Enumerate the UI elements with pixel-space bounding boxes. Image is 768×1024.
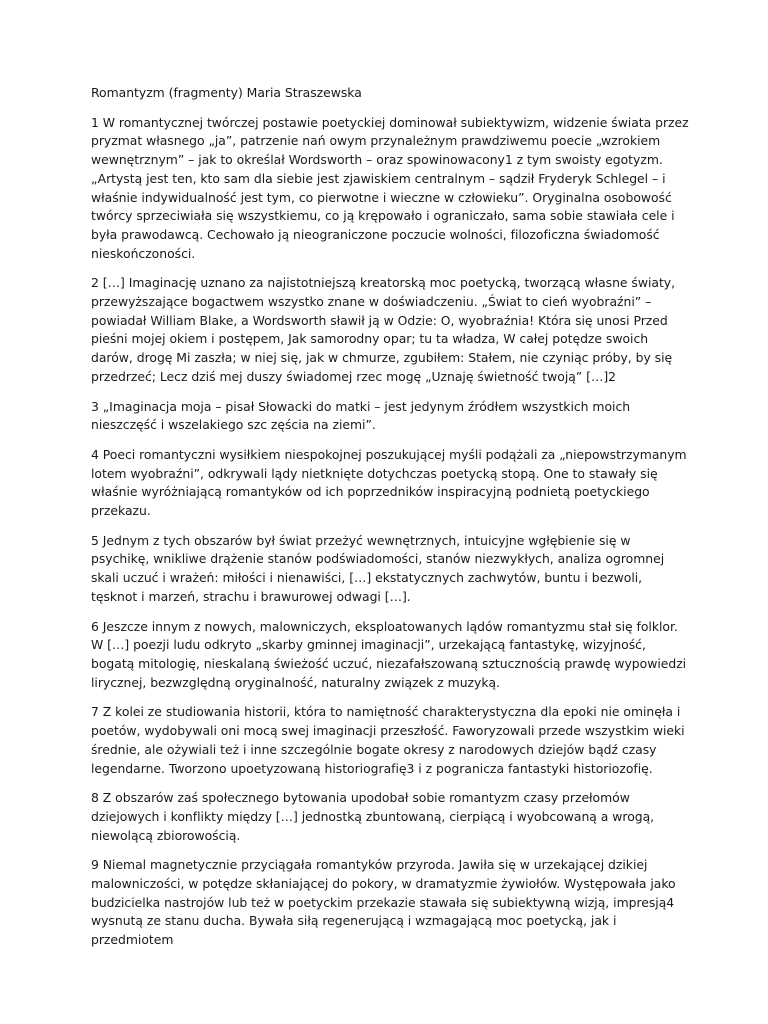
document-page bbox=[91, 84, 691, 961]
paragraph-2: 2 […] Imaginację uznano za najistotniejszą kreatorską moc poetycką, tworzącą własne światy, przewyższające bogactwem wszystko znane w doświadczeniu. „Świat to cień wyobraźni” – powiadał William Blake, a Wordsworth sławił ją w Odzie: O, wyobraźnia! Która się unosi Przed pieśni mojej okiem i postępem, Jak samorodny opar; tu ta władza, W całej potędze swoich darów, drogę Mi zaszła; w niej się, jak w chmurze, zgubiłem: Stałem, nie czyniąc próby, by się przedrzeć; Lecz dziś mej duszy świadomej rzec mogę „Uznaję świetność twoją” […]2 bbox=[91, 275, 676, 384]
paragraph-9: 9 Niemal magnetycznie przyciągała romantyków przyroda. Jawiła się w urzekającej dzikiej malowniczości, w potędze skłaniającej do pokory, w dramatyzmie żywiołów. Występowała jako budzicielka nastrojów lub też w poetyckim przekazie stawała się subiektywną wizją, impresją4 wysnutą ze stanu ducha. Bywała siłą regenerującą i wzmagającą moc poetycką, jak i przedmiotem bbox=[91, 857, 676, 948]
paragraph-6: 6 Jeszcze innym z nowych, malowniczych, eksploatowanych lądów romantyzmu stał się folklor. W […] poezji ludu odkryto „skarby gminnej imaginacji”, urzekającą fantastykę, wizyjność, bogatą mitologię, nieskalaną świeżość uczuć, niezafałszowaną sztucznością prawdę wypowiedzi lirycznej, bezwzględną oryginalność, naturalny związek z muzyką. bbox=[91, 618, 687, 690]
paragraph-4: 4 Poeci romantyczni wysiłkiem niespokojnej poszukującej myśli podążali za „niepowstrzymanym lotem wyobraźni”, odkrywali lądy nietknięte dotychczas poetycką stopą. One to stawały się właśnie wyróżniającą romantyków od ich poprzedników inspiracyjną podnietą poetyckiego przekazu. bbox=[91, 446, 687, 519]
paragraph-7: 7 Z kolei ze studiowania historii, która to namiętność charakterystyczna dla epoki nie ominęła i poetów, wydobywali oni mocą swej imaginacji przeszłość. Faworyzowali przede wszystkim wieki średnie, ale ożywiali też i inne szczególnie bogate okresy z narodowych dziejów bądź czasy legendarne. Tworzono upoetyzowaną historiografię3 i z pogranicza fantastyki historiozofię. bbox=[91, 704, 685, 776]
paragraph-3: 3 „Imaginacja moja – pisał Słowacki do matki – jest jedynym źródłem wszystkich moich nieszczęść i wszelakiego szc zęścia na ziemi”. bbox=[91, 398, 631, 433]
paragraph-5: 5 Jednym z tych obszarów był świat przeżyć wewnętrznych, intuicyjne wgłębienie się w psychikę, wnikliwe drążenie stanów podświadomości, stanów niezwykłych, analiza ogromnej skali uczuć i wrażeń: miłości i nienawiści, […] ekstatycznych zachwytów, buntu i bezwoli, tęsknot i marzeń, strachu i brawurowej odwagi […]. bbox=[91, 532, 665, 604]
paragraph-8: 8 Z obszarów zaś społecznego bytowania upodobał sobie romantyzm czasy przełomów dziejowych i konflikty między […] jednostką zbuntowaną, cierpiącą i wyobcowaną a wrogą, niewolącą zbiorowością. bbox=[91, 790, 655, 843]
document-title: Romantyzm (fragmenty) Maria Straszewska bbox=[91, 85, 362, 100]
paragraph-1: 1 W romantycznej twórczej postawie poetyckiej dominował subiektywizm, widzenie świata przez pryzmat własnego „ja”, patrzenie nań owym przynależnym prawdziwemu poecie „wzrokiem wewnętrznym” – jak to określał Wordsworth – oraz spowinowacony1 z tym swoisty egotyzm. „Artystą jest ten, kto sam dla siebie jest zjawiskiem centralnym – sądził Fryderyk Schlegel – i właśnie indywidualność jest tym, co pierwotne i wieczne w człowieku”. Oryginalna osobowość twórcy sprzeciwiała się wszystkiemu, co ją krępowało i ograniczało, sama sobie stawiała cele i była prawodawcą. Cechowało ją nieograniczone poczucie wolności, filozoficzna świadomość nieskończoności. bbox=[91, 114, 689, 261]
